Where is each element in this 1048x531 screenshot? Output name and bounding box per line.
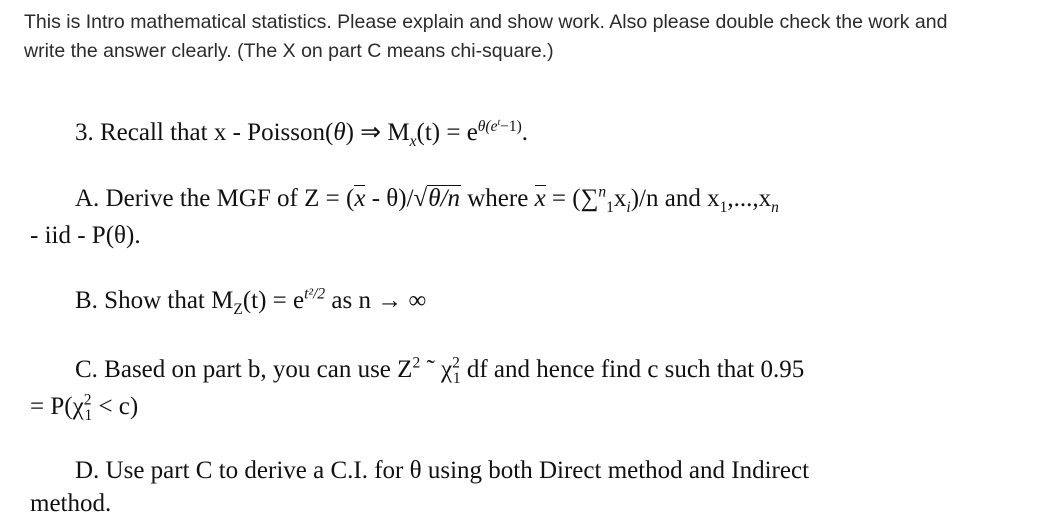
recall-exponent: θ(e — [477, 117, 498, 135]
question-intro — [24, 8, 1034, 66]
part-c-text: C. Based on part b, you can use Z — [75, 356, 413, 383]
problem-3-recall — [75, 116, 529, 150]
theta-symbol: θ — [333, 119, 346, 146]
part-c-line2-sup: 2 — [83, 391, 92, 409]
sub-1: 1 — [719, 199, 728, 216]
part-b-text: B. Show that M — [75, 287, 234, 314]
chi-sup: 2 — [452, 354, 460, 372]
part-a-text-6: )/n and x — [630, 185, 720, 212]
part-a-text: A. Derive the MGF of Z = ( — [75, 185, 355, 212]
sqrt-content: θ/n — [428, 185, 460, 212]
recall-end: . — [521, 119, 529, 146]
sub-i: i — [626, 199, 631, 216]
xbar-symbol: x — [354, 185, 366, 212]
recall-exp-t: t — [497, 116, 501, 128]
recall-text: 3. Recall that x - Poisson( — [75, 119, 334, 146]
part-b-text-2: (t) = e — [242, 287, 305, 314]
intro-line-1: This is Intro mathematical statistics. Please explain and show work. Also please double check the work and — [24, 11, 948, 33]
part-c-line2-sub: 1 — [84, 407, 93, 424]
recall-exp-end: −1) — [500, 117, 522, 135]
part-c-line-2 — [30, 391, 139, 424]
part-d-line-1: D. Use part C to derive a C.I. for θ using both Direct method and Indirect — [75, 457, 810, 484]
part-a-text-2: - θ)/ — [365, 185, 414, 212]
sub-n: n — [771, 199, 779, 216]
part-b — [75, 285, 427, 318]
part-a-line-1 — [75, 183, 779, 216]
chi-sub: 1 — [452, 370, 461, 387]
part-a-x: x — [613, 185, 627, 212]
part-b-sub-z: Z — [233, 301, 243, 318]
sum-sup: n — [598, 183, 607, 201]
intro-line-2: write the answer clearly. (The X on part C means chi-square.) — [24, 40, 554, 62]
part-a-line-2: - iid - P(θ). — [30, 222, 141, 249]
xbar-symbol-2: x — [534, 185, 546, 212]
recall-mgf: ) ⇒ M — [345, 119, 410, 146]
part-c-line-1 — [75, 354, 805, 387]
part-c-text-3: df and hence find c such that 0.95 — [460, 356, 805, 383]
sum-sub: 1 — [606, 199, 614, 216]
part-b-exponent: t²/2 — [304, 285, 326, 303]
part-c-line2-a: = P(χ — [30, 393, 84, 420]
part-a-text-7: ,...,x — [727, 185, 772, 212]
part-c-sup: 2 — [412, 354, 421, 372]
sqrt-symbol: √ — [413, 185, 428, 212]
part-c-line2-b: < c) — [92, 393, 139, 420]
part-a-sum: = (∑ — [545, 185, 599, 212]
part-c-chi: ˜ χ — [420, 356, 453, 383]
recall-eq: (t) = e — [416, 119, 478, 146]
part-d-line-2: method. — [30, 490, 112, 517]
recall-sub-x: x — [409, 133, 417, 150]
part-a-text-3: where — [460, 185, 535, 212]
part-b-text-3: as n → ∞ — [325, 287, 427, 314]
